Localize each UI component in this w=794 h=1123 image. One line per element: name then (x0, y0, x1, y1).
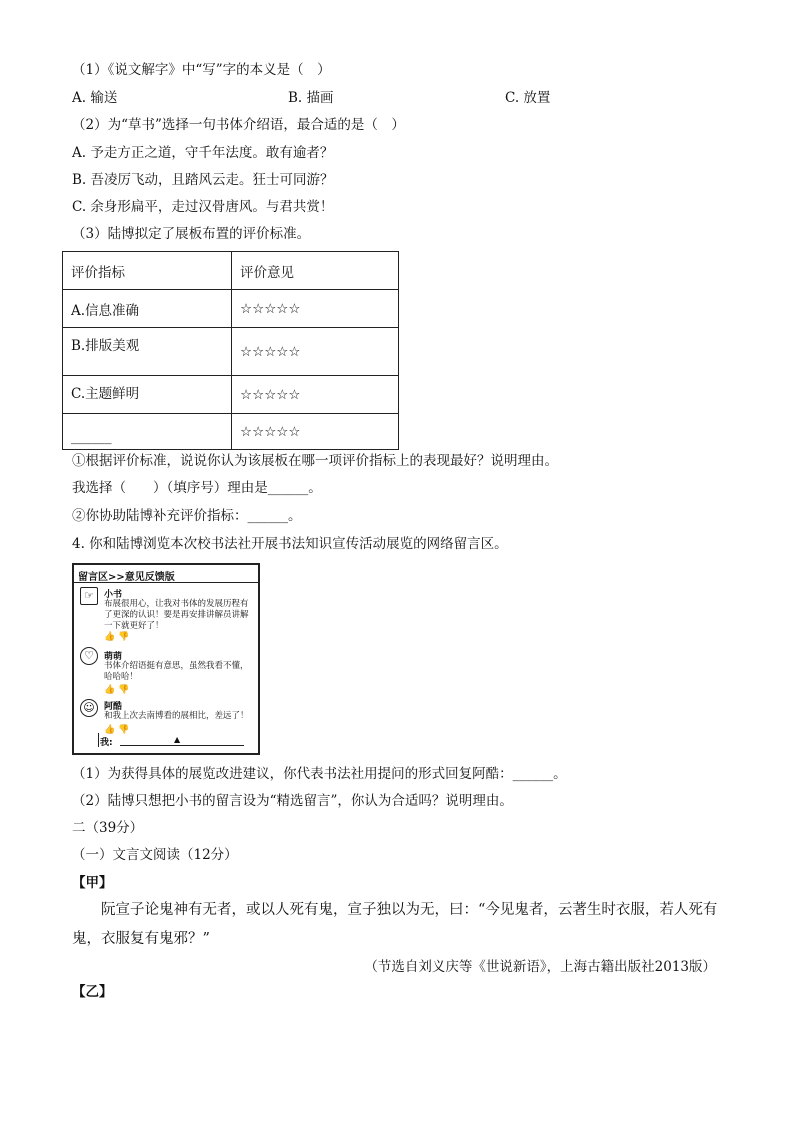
comment-text: 和我上次去南博看的展相比，差远了！ (104, 711, 249, 721)
like-dislike-icon: 👍 👎 (104, 632, 130, 642)
evaluation-table (62, 251, 399, 450)
hand-icon: ☞ (80, 587, 98, 605)
table-row (63, 376, 399, 414)
divider (98, 733, 99, 747)
like-dislike-icon: 👍 👎 (104, 685, 130, 695)
table-row (63, 290, 399, 328)
table-header-cell: 评价意见 (232, 252, 399, 290)
q2-option-b: B. 吾凌厉飞动，且踏风云走。狂士可同游？ (72, 172, 334, 188)
q1-stem: （1）《说文解字》中“写”字的本义是（ ） (72, 62, 331, 78)
q3-stem: （3）陆博拟定了展板布置的评价标准。 (72, 226, 311, 242)
q1-option-c: C. 放置 (505, 90, 551, 106)
section-title: 二（39分） (72, 820, 144, 836)
smile-face-icon: ☺ (80, 699, 98, 717)
table-cell-rating: ☆☆☆☆☆ (232, 290, 399, 328)
table-cell-criterion: B.排版美观 (63, 328, 232, 376)
q1-option-a: A. 输送 (72, 90, 118, 106)
table-cell-rating: ☆☆☆☆☆ (232, 328, 399, 376)
table-cell-criterion: C.主题鲜明 (63, 376, 232, 414)
comment-text: 布展很用心，让我对书体的发展历程有了更深的认识！要是再安排讲解员讲解一下就更好了！ (104, 599, 249, 631)
like-dislike-icon: 👍 👎 (104, 725, 130, 735)
reply-input-line (120, 745, 244, 746)
reply-marker: ▲ (174, 735, 181, 744)
q3-sub1: ①根据评价标准，说说你认为该展板在哪一项评价指标上的表现最好？说明理由。 (72, 453, 558, 469)
table-cell-criterion: A.信息准确 (63, 290, 232, 328)
message-board-image (72, 563, 260, 755)
q2-option-c: C. 余身形扁平，走过汉骨唐风。与君共赏！ (72, 199, 334, 215)
q4-stem: 4. 你和陆博浏览本次校书法社开展书法知识宣传活动展览的网络留言区。 (72, 536, 508, 552)
table-row (63, 328, 399, 376)
heart-face-icon: ♡ (80, 647, 98, 665)
table-header-row (63, 252, 399, 290)
board-title: 留言区>>意见反馈版 (78, 572, 175, 583)
q2-option-a: A. 予走方正之道，守千年法度。敢有逾者？ (72, 145, 334, 161)
table-cell-criterion-blank: ______ (63, 414, 232, 450)
table-cell-rating: ☆☆☆☆☆ (232, 376, 399, 414)
passage-label-yi: 【乙】 (72, 984, 113, 1000)
q3-sub1-answer: 我选择（ ）（填序号）理由是______。 (72, 480, 322, 496)
q4-sub2: （2）陆博只想把小书的留言设为“精选留言”，你认为合适吗？说明理由。 (72, 793, 513, 809)
q1-option-b: B. 描画 (288, 90, 334, 106)
section-subtitle: （一）文言文阅读（12分） (72, 847, 238, 863)
q2-stem: （2）为“草书”选择一句书体介绍语，最合适的是（ ） (72, 117, 405, 133)
comment-user: 萌萌 (104, 652, 123, 662)
q4-sub1: （1）为获得具体的展览改进建议，你代表书法社用提问的形式回复阿酷：______。 (72, 766, 567, 782)
comment-user: 小书 (104, 590, 123, 600)
reply-label: 我: (100, 738, 113, 748)
passage-label-jia: 【甲】 (72, 875, 113, 891)
divider (74, 582, 258, 583)
passage-text: 阮宣子论鬼神有无者，或以人死有鬼，宣子独以为无，曰：“今见鬼者，云著生时衣服，若人死有鬼，衣服复有鬼邪？” (72, 902, 718, 947)
comment-user: 阿酷 (104, 702, 123, 712)
passage-source: （节选自刘义庆等《世说新语》，上海古籍出版社2013版） (364, 959, 716, 975)
table-header-cell: 评价指标 (63, 252, 232, 290)
table-row (63, 414, 399, 450)
q3-sub2: ②你协助陆博补充评价指标：______。 (72, 508, 302, 524)
table-cell-rating: ☆☆☆☆☆ (232, 414, 399, 450)
comment-text: 书体介绍语挺有意思，虽然我看不懂，哈哈哈！ (104, 661, 249, 682)
